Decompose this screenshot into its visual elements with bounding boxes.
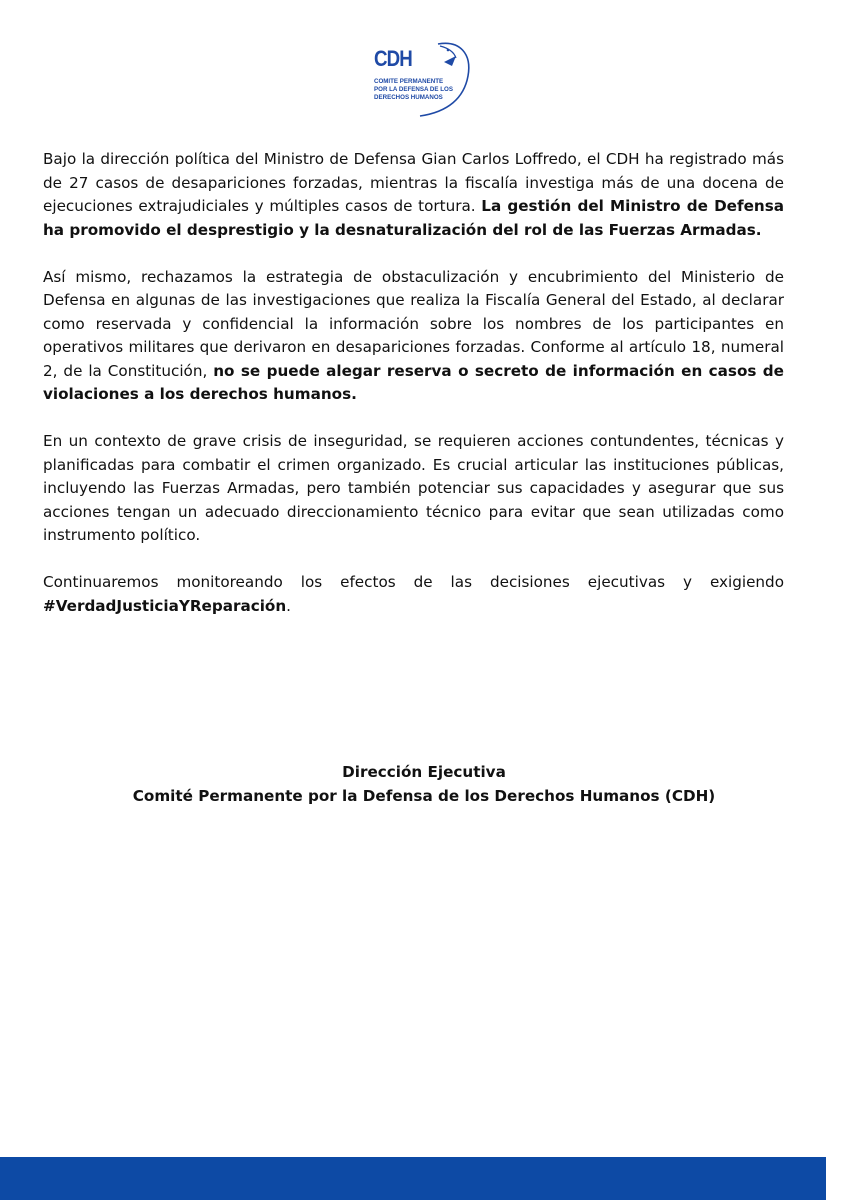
statement-body (43, 148, 784, 642)
paragraph-4 (43, 571, 784, 618)
logo-subtitle (374, 78, 454, 102)
paragraph-3 (43, 430, 784, 548)
signature-title: Dirección Ejecutiva (342, 763, 506, 781)
logo-subtitle-line: POR LA DEFENSA DE LOS (374, 86, 453, 93)
paragraph-2 (43, 266, 784, 407)
paragraph-text: Así mismo, rechazamos la estrategia de obstaculización y encubrimiento del Ministerio de Defensa en algunas de las investigaciones que realiza la Fiscalía General del Estado, al declarar como reservada y confidencial la información sobre los nombres de los participantes en operativos militares que derivaron en desapariciones forzadas. Conforme al artículo 18, numeral 2, de la Constitución, (43, 267, 784, 380)
paragraph-text: En un contexto de grave crisis de inseguridad, se requieren acciones contundentes, técnicas y planificadas para combatir el crimen organizado. Es crucial articular las instituciones públicas, incluyendo las Fuerzas Armadas, pero también potenciar sus capacidades y asegurar que sus acciones tengan un adecuado direccionamiento técnico para evitar que sean utilizadas como instrumento político. (43, 432, 784, 544)
logo-subtitle-line: DERECHOS HUMANOS (374, 94, 443, 101)
paragraph-text: Bajo la dirección política del Ministro de Defensa Gian Carlos Loffredo, el CDH ha registrado más de 27 casos de desapariciones forzadas, mientras la fiscalía investiga más de una docena de ejecuciones extrajudiciales y múltiples casos de tortura. (43, 150, 784, 215)
logo-abbreviation: CDH (374, 46, 412, 71)
signature-block (0, 761, 848, 808)
footer-bar (0, 1157, 826, 1200)
hashtag: #VerdadJusticiaYReparación (43, 596, 287, 615)
paragraph-1 (43, 148, 784, 242)
signature-organization: Comité Permanente por la Defensa de los Derechos Humanos (CDH) (132, 786, 716, 805)
paragraph-bold-text: La gestión del Ministro de Defensa ha promovido el desprestigio y la desnaturalización del rol de las Fuerzas Armadas. (43, 197, 784, 239)
paragraph-text: . (286, 596, 291, 615)
cdh-logo (368, 36, 478, 122)
paragraph-bold-text: no se puede alegar reserva o secreto de información en casos de violaciones a los derechos humanos. (43, 361, 784, 403)
paragraph-text: Continuaremos monitoreando los efectos de las decisiones ejecutivas y exigiendo (43, 573, 784, 591)
logo-subtitle-line: COMITE PERMANENTE (374, 78, 444, 85)
